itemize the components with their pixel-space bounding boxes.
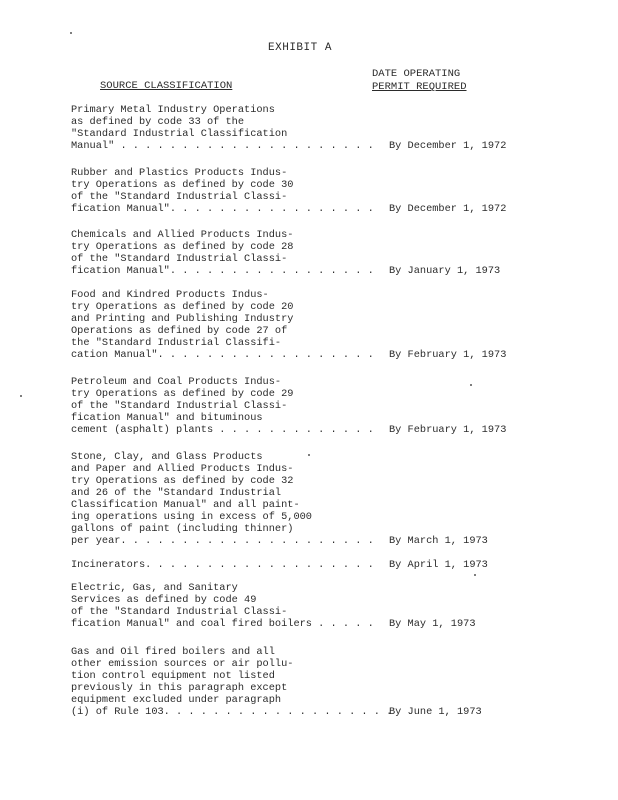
entry-text-line: Primary Metal Industry Operations: [71, 104, 275, 116]
permit-date: By April 1, 1973: [389, 559, 488, 571]
leader-dots: . . . . . . . . . . . . . . . .: [176, 265, 374, 277]
date-permit-header: [372, 68, 482, 94]
leader-dots: . . . . . . . . . . . . . . . . .: [163, 349, 374, 361]
leader-dots: . . . . . . . . . . . . . . . .: [176, 203, 374, 215]
entry-text-line: Food and Kindred Products Indus-: [71, 289, 269, 301]
classification-entry: [71, 559, 521, 571]
entry-final-line: [71, 618, 521, 630]
entry-text-line: fication Manual" and coal fired boilers: [71, 618, 312, 630]
classification-entry: [71, 646, 521, 718]
entry-text-line: per year.: [71, 535, 127, 547]
classification-entry: [71, 376, 521, 436]
permit-date: By December 1, 1972: [389, 203, 507, 215]
leader-dots: . . . . . . . . . . . . . . . . . .: [169, 706, 393, 718]
leader-dots: . . . . . . . . . . . . . . . . . . . . .: [114, 140, 374, 152]
entry-final-line: [71, 706, 521, 718]
scan-speck: [470, 384, 472, 386]
entry-text-line: Gas and Oil fired boilers and all: [71, 646, 275, 658]
entry-text-line: Operations as defined by code 27 of: [71, 325, 288, 337]
source-classification-header: SOURCE CLASSIFICATION: [100, 80, 233, 92]
entry-text-line: Chemicals and Allied Products Indus-: [71, 229, 294, 241]
entry-text-line: fication Manual".: [71, 265, 177, 277]
entry-text-line: Petroleum and Coal Products Indus-: [71, 376, 282, 388]
entry-text-line: "Standard Industrial Classification: [71, 128, 288, 140]
entry-text-line: previously in this paragraph except: [71, 682, 288, 694]
entry-text-line: cation Manual".: [71, 349, 164, 361]
entry-text-line: and Paper and Allied Products Indus-: [71, 463, 294, 475]
exhibit-title: EXHIBIT A: [268, 42, 332, 54]
scan-speck: [20, 395, 22, 397]
entry-text-line: ing operations using in excess of 5,000: [71, 511, 312, 523]
permit-date: By January 1, 1973: [389, 265, 501, 277]
permit-date: By June 1, 1973: [389, 706, 482, 718]
entry-final-line: [71, 424, 521, 436]
leader-dots: . . . . . . . . . . . . .: [213, 424, 374, 436]
entry-final-line: [71, 265, 521, 277]
entry-text-line: Stone, Clay, and Glass Products: [71, 451, 263, 463]
entry-text-line: of the "Standard Industrial Classi-: [71, 253, 288, 265]
scan-speck: [308, 454, 310, 456]
entry-final-line: [71, 203, 521, 215]
entry-text-line: Incinerators.: [71, 559, 152, 571]
entry-final-line: [71, 140, 521, 152]
entry-text-line: tion control equipment not listed: [71, 670, 275, 682]
entry-text-line: (i) of Rule 103.: [71, 706, 170, 718]
classification-entry: [71, 229, 521, 277]
date-header-line2: PERMIT REQUIRED: [372, 81, 467, 93]
entry-final-line: [71, 349, 521, 361]
entry-text-line: fication Manual" and bituminous: [71, 412, 263, 424]
entry-text-line: try Operations as defined by code 32: [71, 475, 294, 487]
entry-final-line: [71, 535, 521, 547]
scan-speck: [70, 32, 72, 34]
entry-text-line: cement (asphalt) plants: [71, 424, 214, 436]
entry-final-line: [71, 559, 521, 571]
leader-dots: . . . . . . . . . . . . . . . . . .: [151, 559, 374, 571]
entry-text-line: Rubber and Plastics Products Indus-: [71, 167, 288, 179]
classification-entry: [71, 167, 521, 215]
entry-text-line: Manual": [71, 140, 115, 152]
entry-text-line: the "Standard Industrial Classifi-: [71, 337, 282, 349]
entry-text-line: try Operations as defined by code 28: [71, 241, 294, 253]
entry-text-line: equipment excluded under paragraph: [71, 694, 282, 706]
entry-text-line: of the "Standard Industrial Classi-: [71, 191, 288, 203]
permit-date: By May 1, 1973: [389, 618, 476, 630]
entry-text-line: try Operations as defined by code 30: [71, 179, 294, 191]
date-header-line1: DATE OPERATING: [372, 68, 461, 80]
permit-date: By December 1, 1972: [389, 140, 507, 152]
permit-date: By February 1, 1973: [389, 349, 507, 361]
entry-text-line: try Operations as defined by code 20: [71, 301, 294, 313]
entry-text-line: and 26 of the "Standard Industrial: [71, 487, 282, 499]
classification-entry: [71, 451, 521, 547]
scan-speck: [474, 574, 476, 576]
leader-dots: . . . . .: [312, 618, 374, 630]
entry-text-line: as defined by code 33 of the: [71, 116, 245, 128]
entry-text-line: gallons of paint (including thinner): [71, 523, 294, 535]
classification-entry: [71, 582, 521, 630]
entry-text-line: Electric, Gas, and Sanitary: [71, 582, 238, 594]
classification-entry: [71, 289, 521, 361]
permit-date: By March 1, 1973: [389, 535, 488, 547]
entry-text-line: of the "Standard Industrial Classi-: [71, 606, 288, 618]
entry-text-line: and Printing and Publishing Industry: [71, 313, 294, 325]
entry-text-line: try Operations as defined by code 29: [71, 388, 294, 400]
permit-date: By February 1, 1973: [389, 424, 507, 436]
entry-text-line: Classification Manual" and all paint-: [71, 499, 300, 511]
entry-text-line: Services as defined by code 49: [71, 594, 257, 606]
entry-text-line: of the "Standard Industrial Classi-: [71, 400, 288, 412]
entry-text-line: fication Manual".: [71, 203, 177, 215]
entry-text-line: other emission sources or air pollu-: [71, 658, 294, 670]
leader-dots: . . . . . . . . . . . . . . . . . . . .: [126, 535, 374, 547]
classification-entry: [71, 104, 521, 152]
